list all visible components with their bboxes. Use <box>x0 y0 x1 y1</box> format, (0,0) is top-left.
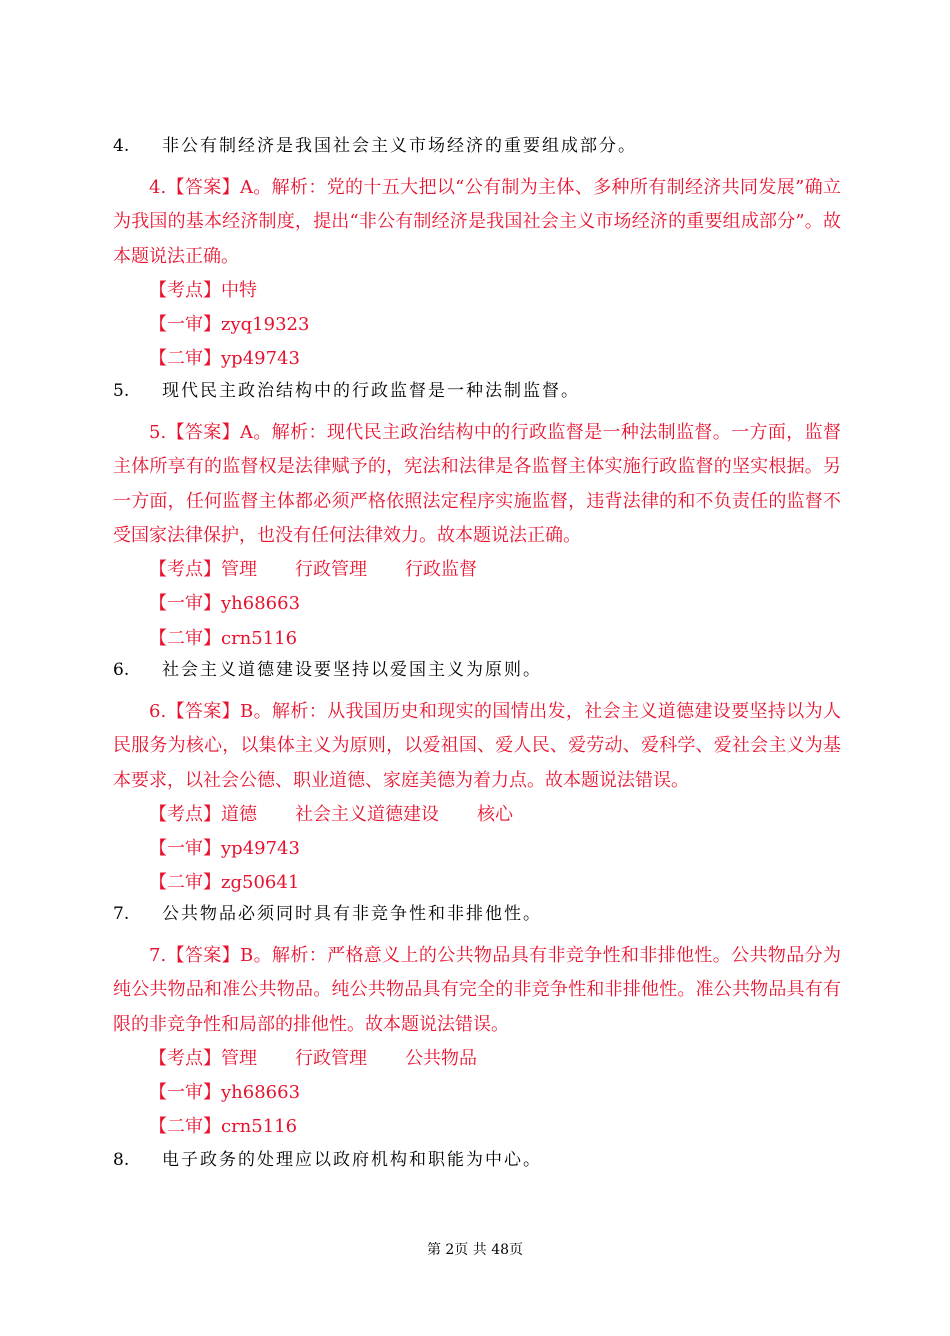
kaodian-item: 公共物品 <box>405 1047 477 1069</box>
yishen-label: 【一审】 <box>149 838 221 860</box>
kaodian-item: 行政管理 <box>295 559 367 581</box>
yishen-line <box>113 587 841 621</box>
answer-explanation: 6.【答案】B。解析：从我国历史和现实的国情出发，社会主义道德建设要坚持以为人民服务为核心，以集体主义为原则，以爱祖国、爱人民、爱劳动、爱科学、爱社会主义为基本要求，以社会公德、职业道德、家庭美德为着力点。故本题说法错误。 <box>113 701 841 791</box>
question-text <box>113 129 841 163</box>
yishen-line <box>113 832 841 866</box>
question-statement: 现代民主政治结构中的行政监督是一种法制监督。 <box>162 381 580 401</box>
page-footer: 第 2页 共 48页 <box>426 1242 524 1258</box>
question-number: 8. <box>113 1150 130 1170</box>
kaodian-line <box>113 553 841 587</box>
question-block-8 <box>113 1143 841 1177</box>
kaodian-label: 【考点】 <box>149 1047 221 1069</box>
yishen-label: 【一审】 <box>149 1082 221 1104</box>
yishen-reviewer: yh68663 <box>221 593 301 615</box>
ershen-label: 【二审】 <box>149 627 221 649</box>
ershen-label: 【二审】 <box>149 1116 221 1138</box>
question-statement: 公共物品必须同时具有非竞争性和非排他性。 <box>162 904 542 924</box>
question-number: 6. <box>113 660 130 680</box>
ershen-label: 【二审】 <box>149 872 221 894</box>
kaodian-item: 行政管理 <box>295 1047 367 1069</box>
question-statement: 社会主义道德建设要坚持以爱国主义为原则。 <box>162 660 542 680</box>
ershen-reviewer: zg50641 <box>221 872 300 894</box>
kaodian-label: 【考点】 <box>149 803 221 825</box>
ershen-line <box>113 866 841 900</box>
yishen-line <box>113 308 841 342</box>
question-text <box>113 1143 841 1177</box>
ershen-reviewer: crn5116 <box>221 1116 298 1138</box>
kaodian-item: 中特 <box>221 279 257 301</box>
yishen-label: 【一审】 <box>149 314 221 336</box>
kaodian-label: 【考点】 <box>149 279 221 301</box>
question-text <box>113 653 841 687</box>
kaodian-item: 核心 <box>477 803 513 825</box>
question-text <box>113 374 841 408</box>
answer-explanation: 7.【答案】B。解析：严格意义上的公共物品具有非竞争性和非排他性。公共物品分为纯公共物品和准公共物品。纯公共物品具有完全的非竞争性和非排他性。准公共物品具有有限的非竞争性和局部的排他性。故本题说法错误。 <box>113 945 841 1035</box>
kaodian-item: 行政监督 <box>405 559 477 581</box>
kaodian-line <box>113 1042 841 1076</box>
question-number: 5. <box>113 381 130 401</box>
ershen-line <box>113 1110 841 1144</box>
yishen-reviewer: yp49743 <box>221 838 300 860</box>
question-block-6 <box>113 653 841 901</box>
yishen-line <box>113 1076 841 1110</box>
answer-explanation: 4.【答案】A。解析：党的十五大把以“公有制为主体、多种所有制经济共同发展”确立为我国的基本经济制度，提出“非公有制经济是我国社会主义市场经济的重要组成部分”。故本题说法正确。 <box>113 177 841 267</box>
question-block-5 <box>113 374 841 656</box>
question-text <box>113 897 841 931</box>
question-statement: 电子政务的处理应以政府机构和职能为中心。 <box>162 1150 542 1170</box>
ershen-reviewer: yp49743 <box>221 348 300 370</box>
kaodian-item: 管理 <box>221 1047 257 1069</box>
question-block-7 <box>113 897 841 1145</box>
kaodian-item: 道德 <box>221 803 257 825</box>
question-number: 4. <box>113 136 130 156</box>
kaodian-label: 【考点】 <box>149 559 221 581</box>
yishen-reviewer: yh68663 <box>221 1082 301 1104</box>
question-statement: 非公有制经济是我国社会主义市场经济的重要组成部分。 <box>162 136 637 156</box>
ershen-line <box>113 342 841 376</box>
yishen-label: 【一审】 <box>149 593 221 615</box>
ershen-line <box>113 622 841 656</box>
ershen-label: 【二审】 <box>149 348 221 370</box>
ershen-reviewer: crn5116 <box>221 627 298 649</box>
kaodian-item: 管理 <box>221 559 257 581</box>
kaodian-item: 社会主义道德建设 <box>295 803 439 825</box>
kaodian-line <box>113 798 841 832</box>
yishen-reviewer: zyq19323 <box>221 314 310 336</box>
kaodian-line <box>113 274 841 308</box>
question-block-4 <box>113 129 841 377</box>
answer-explanation: 5.【答案】A。解析：现代民主政治结构中的行政监督是一种法制监督。一方面，监督主体所享有的监督权是法律赋予的，宪法和法律是各监督主体实施行政监督的坚实根据。另一方面，任何监督主体都必须严格依照法定程序实施监督，违背法律的和不负责任的监督不受国家法律保护，也没有任何法律效力。故本题说法正确。 <box>113 422 841 546</box>
question-number: 7. <box>113 904 130 924</box>
